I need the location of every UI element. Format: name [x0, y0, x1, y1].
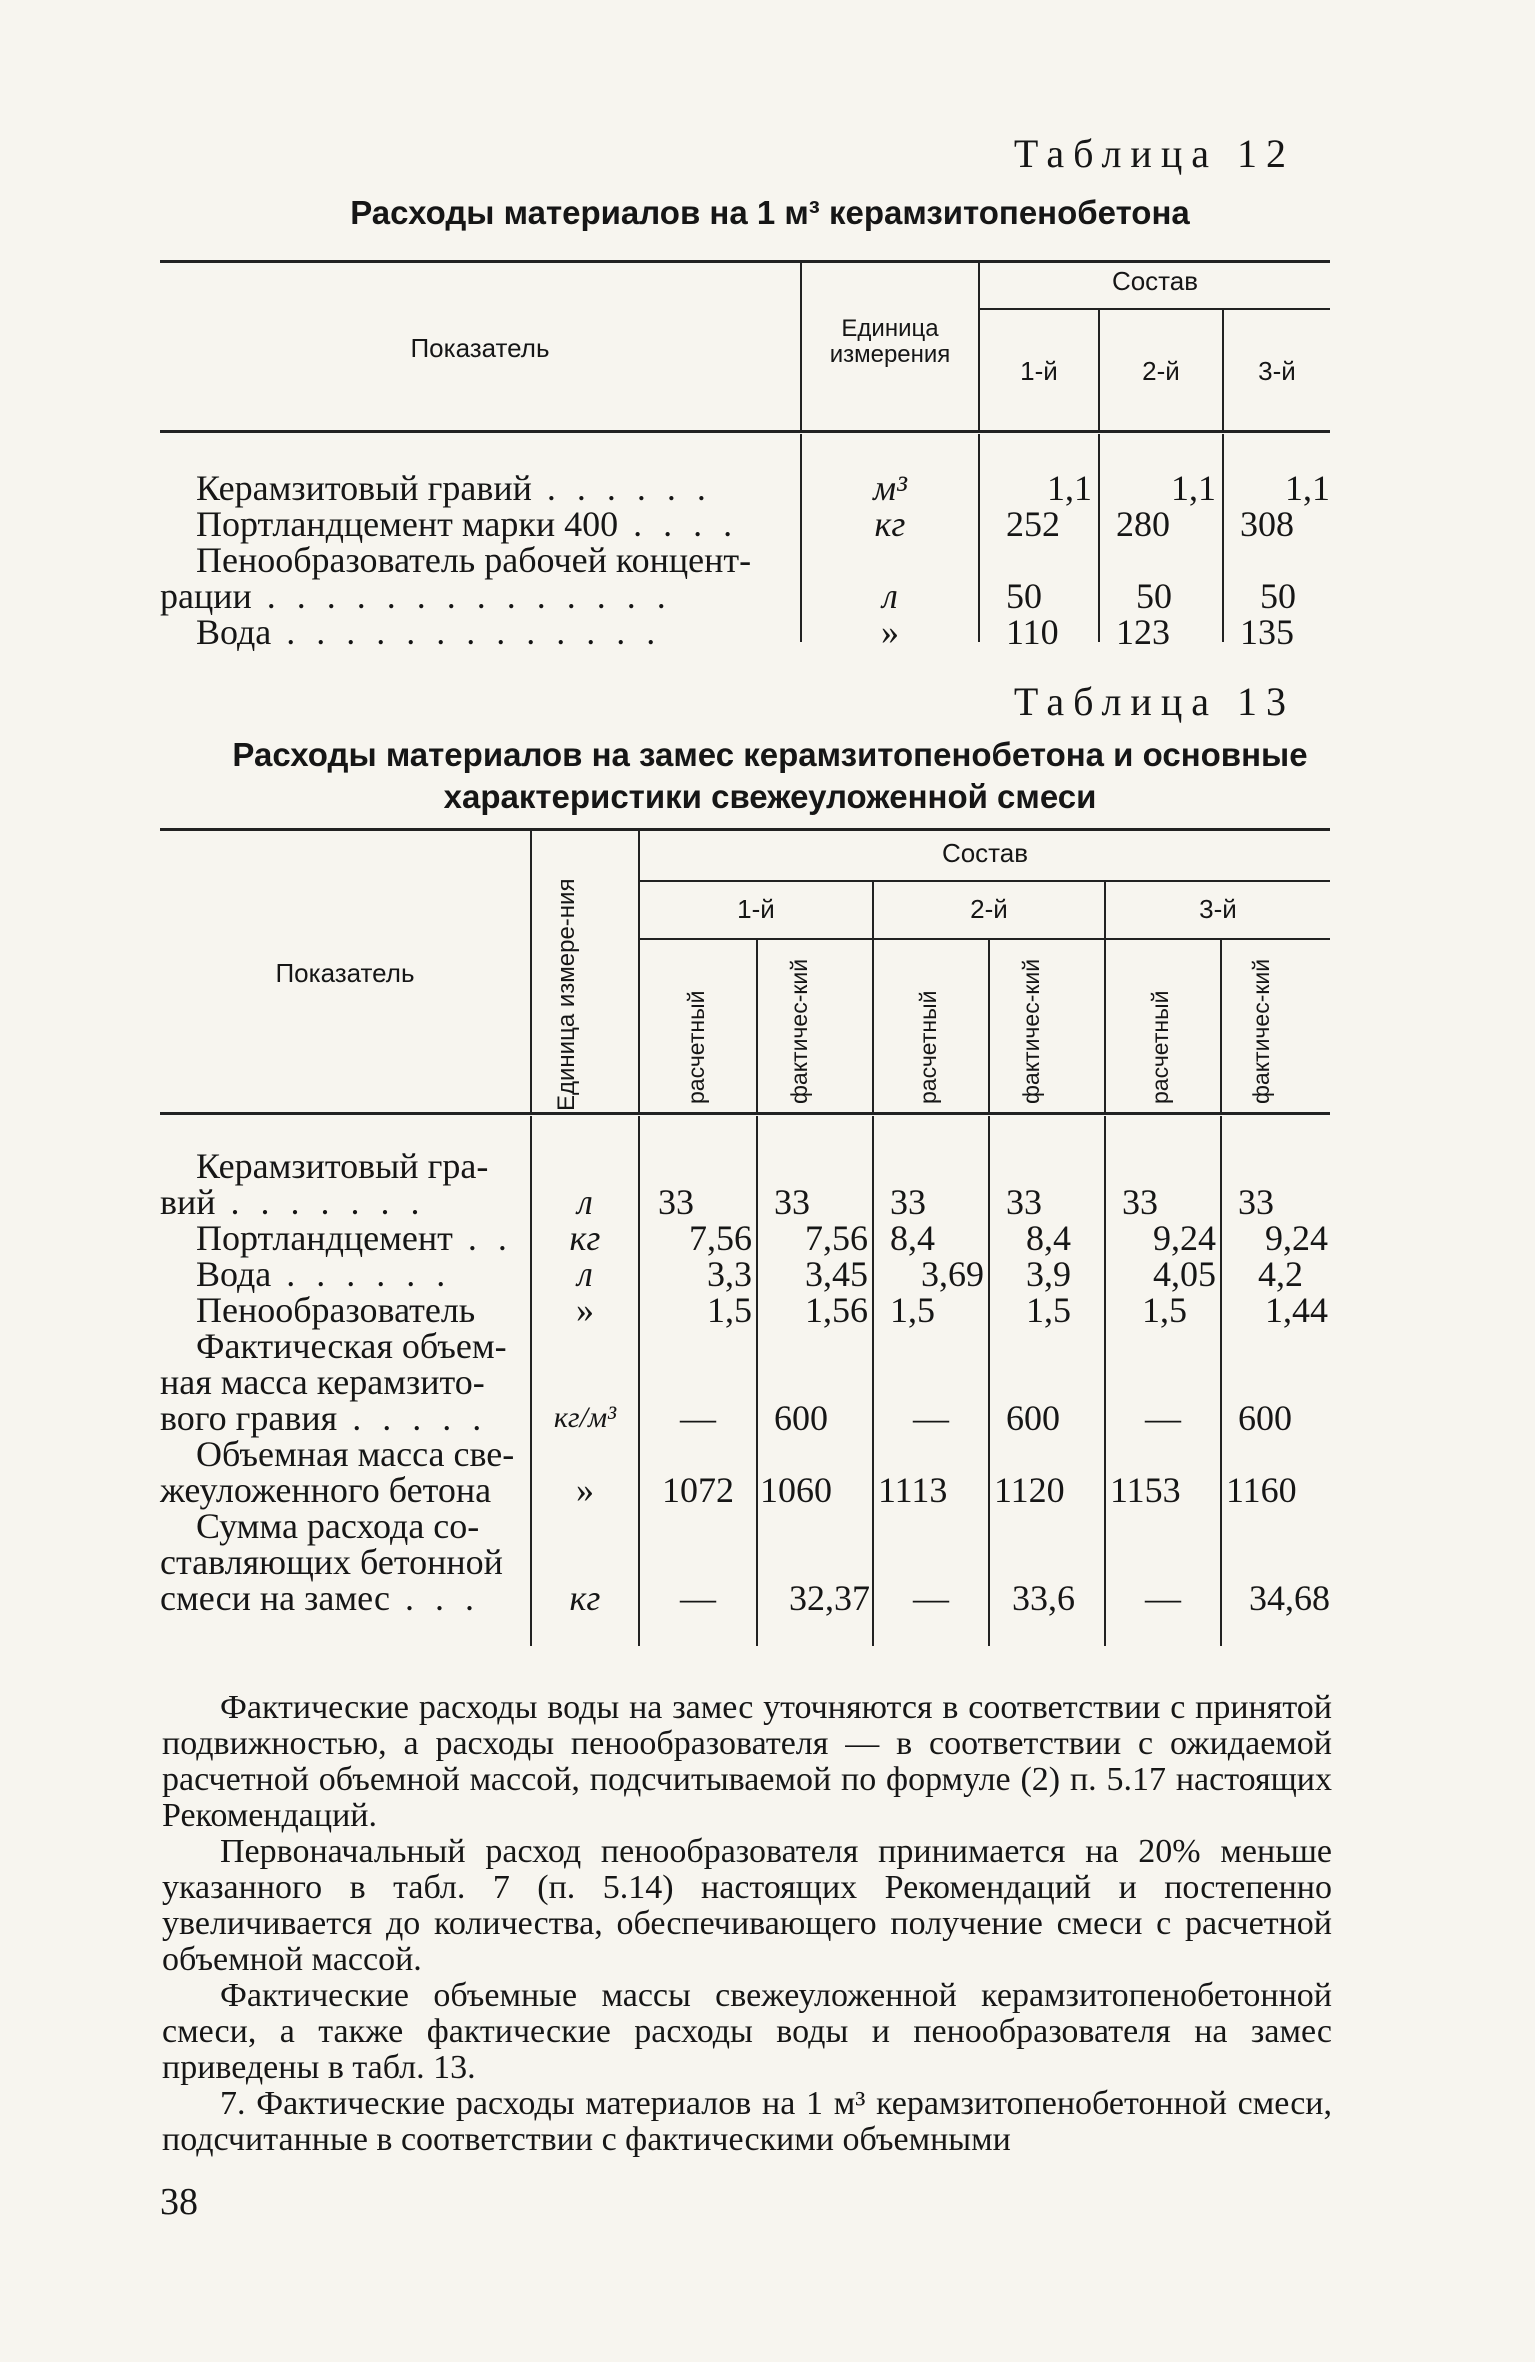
- value-cell: 50: [1260, 576, 1296, 616]
- value-cell: 1,1: [1171, 468, 1216, 508]
- value-cell: 600: [774, 1398, 828, 1438]
- value-cell: —: [913, 1398, 949, 1438]
- table-row: Портландцемент марки 400 . . . .: [196, 504, 739, 544]
- value-cell: 280: [1116, 504, 1170, 544]
- value-cell: 8,4: [1026, 1218, 1071, 1258]
- value-cell: 1,44: [1265, 1290, 1328, 1330]
- table12-header-col2: 2-й: [1142, 356, 1180, 386]
- table13-header-group3: 3-й: [1199, 894, 1237, 924]
- value-cell: 1,5: [1026, 1290, 1071, 1330]
- value-cell: 3,45: [805, 1254, 868, 1294]
- paragraph: 7. Фактические расходы материалов на 1 м³ керамзитопенобетонной смеси, подсчитанные в соответствии с фактическими объемными: [162, 2085, 1332, 2158]
- table13-header-composition: Состав: [941, 838, 1029, 868]
- paragraph: Первоначальный расход пенообразователя принимается на 20% меньше указанного в табл. 7 (п. 5.14) настоящих Рекомендаций и постепенно увеличивается до количества, обеспечивающего получение смеси с расчетной объемной массой.: [162, 1833, 1332, 1978]
- value-cell: 4,2: [1258, 1254, 1303, 1294]
- value-cell: 4,05: [1153, 1254, 1216, 1294]
- table-row: Объемная масса све-: [196, 1434, 515, 1474]
- table-row: Пенообразователь рабочей концент-: [196, 540, 752, 580]
- table-row: Фактическая объем-: [196, 1326, 507, 1366]
- table-row: Портландцемент . .: [196, 1218, 513, 1258]
- table-row: смеси на замес . . .: [160, 1578, 480, 1618]
- table13-header-indicator: Показатель: [275, 958, 415, 988]
- value-cell: 50: [1136, 576, 1172, 616]
- unit-cell: кг: [874, 504, 906, 544]
- value-cell: 7,56: [689, 1218, 752, 1258]
- value-cell: 8,4: [890, 1218, 935, 1258]
- table-row: вого гравия . . . . .: [160, 1398, 488, 1438]
- value-cell: 110: [1006, 612, 1059, 652]
- table13-header-fact1: фактичес-кий: [786, 958, 812, 1104]
- unit-cell: кг: [569, 1218, 601, 1258]
- unit-cell: кг/м³: [553, 1401, 617, 1434]
- unit-cell: »: [576, 1290, 594, 1330]
- table-row: жеуложенного бетона: [160, 1470, 492, 1510]
- value-cell: 33: [1122, 1182, 1158, 1222]
- table12-header-unit-text: Единица измерения: [829, 315, 951, 368]
- table12-caption: Таблица 12: [1013, 131, 1295, 176]
- page-number: 38: [160, 2181, 198, 2223]
- value-cell: —: [1145, 1398, 1181, 1438]
- table12-header-col3: 3-й: [1258, 356, 1296, 386]
- table12-header-composition: Состав: [1111, 266, 1199, 296]
- unit-cell: »: [576, 1470, 594, 1510]
- value-cell: 1,5: [1142, 1290, 1187, 1330]
- table-row: Сумма расхода со-: [196, 1506, 480, 1546]
- table-row: Вода . . . . . . . . . . . . .: [196, 612, 662, 652]
- value-cell: —: [913, 1578, 949, 1618]
- value-cell: 1153: [1110, 1470, 1181, 1510]
- paragraph: Фактические объемные массы свежеуложенной керамзитопенобетонной смеси, а также фактические расходы воды и пенообразователя на замес приведены в табл. 13.: [162, 1977, 1332, 2086]
- table13-header-calc2: расчетный: [915, 990, 941, 1104]
- value-cell: 123: [1116, 612, 1170, 652]
- value-cell: 1,5: [707, 1290, 752, 1330]
- unit-cell: кг: [569, 1578, 601, 1618]
- table-row: рации . . . . . . . . . . . . . .: [160, 576, 672, 616]
- table13-header-calc3: расчетный: [1147, 990, 1173, 1104]
- value-cell: 600: [1006, 1398, 1060, 1438]
- value-cell: 1,1: [1047, 468, 1092, 508]
- value-cell: 1060: [760, 1470, 832, 1510]
- table-row: ставляющих бетонной: [160, 1542, 503, 1582]
- unit-cell: л: [577, 1182, 593, 1222]
- value-cell: 1160: [1226, 1470, 1297, 1510]
- table12-title: Расходы материалов на 1 м³ керамзитопенобетона: [350, 194, 1190, 231]
- value-cell: 34,68: [1249, 1578, 1330, 1618]
- value-cell: 3,69: [921, 1254, 984, 1294]
- table12-header-col1: 1-й: [1020, 356, 1058, 386]
- value-cell: 252: [1006, 504, 1060, 544]
- value-cell: 1072: [662, 1470, 734, 1510]
- unit-cell: »: [881, 612, 899, 652]
- unit-cell: м³: [873, 468, 907, 508]
- value-cell: 33,6: [1012, 1578, 1075, 1618]
- table13-header-unit: Единица измере-ния: [553, 878, 580, 1111]
- table-row: Вода . . . . . .: [196, 1254, 452, 1294]
- value-cell: 1113: [878, 1470, 948, 1510]
- table13-header-fact3: фактичес-кий: [1248, 958, 1274, 1104]
- value-cell: 1,56: [805, 1290, 868, 1330]
- table13-header-fact2: фактичес-кий: [1018, 958, 1044, 1104]
- table13-title: Расходы материалов на замес керамзитопенобетона и основные характеристики свежеуложенной смеси: [232, 736, 1308, 815]
- value-cell: 9,24: [1153, 1218, 1216, 1258]
- value-cell: 33: [658, 1182, 694, 1222]
- value-cell: 1120: [994, 1470, 1065, 1510]
- table13-caption: Таблица 13: [1013, 679, 1295, 724]
- value-cell: 1,1: [1285, 468, 1330, 508]
- value-cell: 135: [1240, 612, 1294, 652]
- unit-cell: л: [577, 1254, 593, 1294]
- value-cell: —: [680, 1398, 716, 1438]
- table12-header-indicator: Показатель: [410, 333, 550, 363]
- value-cell: 33: [774, 1182, 810, 1222]
- value-cell: —: [680, 1578, 716, 1618]
- table13-header-group1: 1-й: [737, 894, 775, 924]
- value-cell: 3,9: [1026, 1254, 1071, 1294]
- value-cell: 33: [1238, 1182, 1274, 1222]
- value-cell: 3,3: [707, 1254, 752, 1294]
- table13-header-calc1: расчетный: [683, 990, 709, 1104]
- value-cell: 308: [1240, 504, 1294, 544]
- value-cell: 1,5: [890, 1290, 935, 1330]
- table13-header-group2: 2-й: [970, 894, 1008, 924]
- value-cell: 9,24: [1265, 1218, 1328, 1258]
- value-cell: 600: [1238, 1398, 1292, 1438]
- paragraph: Фактические расходы воды на замес уточняются в соответствии с принятой подвижностью, а расходы пенообразователя — в соответствии с ожидаемой расчетной объемной массой, подсчитываемой по формуле (2) п. 5.17 настоящих Рекомендаций.: [162, 1689, 1332, 1834]
- table-row: ная масса керамзито-: [160, 1362, 485, 1402]
- table12-header-unit: [802, 316, 978, 368]
- table-row: Керамзитовый гра-: [196, 1146, 489, 1186]
- value-cell: —: [1145, 1578, 1181, 1618]
- table-row: Керамзитовый гравий . . . . . .: [196, 468, 712, 508]
- table-row: вий . . . . . . .: [160, 1182, 426, 1222]
- value-cell: 33: [1006, 1182, 1042, 1222]
- value-cell: 32,37: [789, 1578, 870, 1618]
- table-row: Пенообразователь: [196, 1290, 476, 1330]
- value-cell: 7,56: [805, 1218, 868, 1258]
- value-cell: 33: [890, 1182, 926, 1222]
- value-cell: 50: [1006, 576, 1042, 616]
- unit-cell: л: [882, 576, 898, 616]
